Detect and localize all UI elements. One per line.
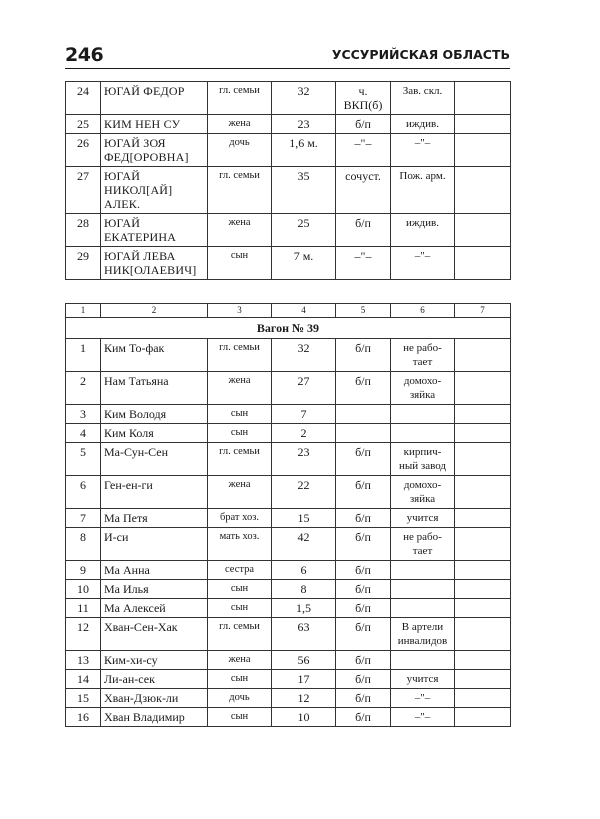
cell-age: 7 — [272, 405, 336, 424]
cell-name: КИМ НЕН СУ — [101, 115, 208, 134]
cell-number: 5 — [66, 443, 101, 476]
cell-occupation: не рабо- тает — [391, 528, 455, 561]
table-row — [66, 509, 511, 528]
cell-name: Ма Илья — [101, 580, 208, 599]
cell-party: б/п — [336, 618, 391, 651]
cell-occupation: учится — [391, 670, 455, 689]
cell-number: 11 — [66, 599, 101, 618]
cell-age: 23 — [272, 443, 336, 476]
cell-age: 2 — [272, 424, 336, 443]
table-row — [66, 476, 511, 509]
column-number: 6 — [391, 304, 455, 318]
cell-relation: сын — [208, 670, 272, 689]
cell-name: Нам Татьяна — [101, 372, 208, 405]
cell-occupation: кирпич- ный завод — [391, 443, 455, 476]
cell-party: ч. ВКП(б) — [336, 82, 391, 115]
cell-relation: гл. семьи — [208, 339, 272, 372]
column-number-row — [66, 304, 511, 318]
cell-occupation: Пож. арм. — [391, 167, 455, 214]
cell-party: б/п — [336, 670, 391, 689]
cell-party: б/п — [336, 708, 391, 727]
cell-age: 10 — [272, 708, 336, 727]
table-row — [66, 134, 511, 167]
cell-name: Хван-Дзюк-ли — [101, 689, 208, 708]
cell-number: 1 — [66, 339, 101, 372]
cell-relation: жена — [208, 214, 272, 247]
cell-occupation: домохо- зяйка — [391, 476, 455, 509]
cell-occupation: –"– — [391, 689, 455, 708]
cell-name: ЮГАЙ ЕКАТЕРИНА — [101, 214, 208, 247]
cell-number: 7 — [66, 509, 101, 528]
cell-occupation: Зав. скл. — [391, 82, 455, 115]
cell-notes — [455, 599, 511, 618]
cell-age: 32 — [272, 82, 336, 115]
cell-age: 32 — [272, 339, 336, 372]
cell-party: б/п — [336, 115, 391, 134]
cell-notes — [455, 134, 511, 167]
cell-notes — [455, 509, 511, 528]
wagon-table-body — [66, 304, 511, 727]
wagon-title: Вагон № 39 — [66, 318, 511, 339]
table-row — [66, 82, 511, 115]
cell-number: 4 — [66, 424, 101, 443]
table-row — [66, 670, 511, 689]
cell-occupation: –"– — [391, 247, 455, 280]
cell-party: б/п — [336, 339, 391, 372]
running-head: УССУРИЙСКАЯ ОБЛАСТЬ — [331, 47, 510, 62]
cell-relation: жена — [208, 476, 272, 509]
cell-number: 3 — [66, 405, 101, 424]
column-number: 5 — [336, 304, 391, 318]
cell-age: 12 — [272, 689, 336, 708]
cell-name: Ким Коля — [101, 424, 208, 443]
cell-name: ЮГАЙ НИКОЛ[АЙ] АЛЕК. — [101, 167, 208, 214]
cell-relation: жена — [208, 115, 272, 134]
cell-name: Ким Володя — [101, 405, 208, 424]
cell-occupation: учится — [391, 509, 455, 528]
cell-number: 14 — [66, 670, 101, 689]
cell-relation: жена — [208, 651, 272, 670]
cell-notes — [455, 443, 511, 476]
table-row — [66, 443, 511, 476]
cell-relation: сын — [208, 405, 272, 424]
cell-notes — [455, 405, 511, 424]
cell-party: б/п — [336, 689, 391, 708]
cell-occupation: –"– — [391, 708, 455, 727]
cell-age: 7 м. — [272, 247, 336, 280]
cell-age: 27 — [272, 372, 336, 405]
column-number: 1 — [66, 304, 101, 318]
cell-number: 28 — [66, 214, 101, 247]
cell-notes — [455, 476, 511, 509]
cell-age: 1,6 м. — [272, 134, 336, 167]
cell-age: 22 — [272, 476, 336, 509]
cell-notes — [455, 214, 511, 247]
cell-age: 23 — [272, 115, 336, 134]
wagon-title-row — [66, 318, 511, 339]
cell-occupation: В артели инвалидов — [391, 618, 455, 651]
cell-occupation — [391, 405, 455, 424]
cell-relation: мать хоз. — [208, 528, 272, 561]
cell-name: Ма-Сун-Сен — [101, 443, 208, 476]
cell-age: 1,5 — [272, 599, 336, 618]
cell-occupation: не рабо- тает — [391, 339, 455, 372]
table-row — [66, 561, 511, 580]
cell-notes — [455, 708, 511, 727]
table-row — [66, 618, 511, 651]
cell-occupation: –"– — [391, 134, 455, 167]
cell-party: б/п — [336, 214, 391, 247]
wagon-table — [65, 303, 511, 727]
cell-name: ЮГАЙ ЗОЯ ФЕД[ОРОВНА] — [101, 134, 208, 167]
cell-relation: сын — [208, 599, 272, 618]
column-number: 2 — [101, 304, 208, 318]
cell-name: И-си — [101, 528, 208, 561]
cell-occupation — [391, 561, 455, 580]
table-row — [66, 599, 511, 618]
cell-occupation — [391, 599, 455, 618]
cell-relation: дочь — [208, 689, 272, 708]
cell-party — [336, 405, 391, 424]
cell-age: 17 — [272, 670, 336, 689]
cell-number: 6 — [66, 476, 101, 509]
table-row — [66, 651, 511, 670]
table-row — [66, 580, 511, 599]
cell-number: 29 — [66, 247, 101, 280]
cell-party: б/п — [336, 476, 391, 509]
cell-number: 15 — [66, 689, 101, 708]
table-row — [66, 247, 511, 280]
cell-name: Ма Анна — [101, 561, 208, 580]
table-row — [66, 424, 511, 443]
family-table-top-body — [66, 82, 511, 280]
column-number: 4 — [272, 304, 336, 318]
column-number: 3 — [208, 304, 272, 318]
cell-age: 25 — [272, 214, 336, 247]
cell-number: 13 — [66, 651, 101, 670]
table-row — [66, 528, 511, 561]
table-row — [66, 214, 511, 247]
cell-notes — [455, 82, 511, 115]
cell-party: б/п — [336, 372, 391, 405]
cell-age: 8 — [272, 580, 336, 599]
page-number: 246 — [65, 44, 104, 66]
cell-notes — [455, 115, 511, 134]
cell-relation: дочь — [208, 134, 272, 167]
cell-relation: сын — [208, 580, 272, 599]
column-number: 7 — [455, 304, 511, 318]
cell-notes — [455, 670, 511, 689]
cell-party: б/п — [336, 443, 391, 476]
cell-name: Хван-Сен-Хак — [101, 618, 208, 651]
cell-name: Ма Петя — [101, 509, 208, 528]
cell-name: Ким-хи-су — [101, 651, 208, 670]
cell-relation: сестра — [208, 561, 272, 580]
table-row — [66, 372, 511, 405]
cell-relation: жена — [208, 372, 272, 405]
cell-number: 12 — [66, 618, 101, 651]
cell-party: б/п — [336, 599, 391, 618]
cell-age: 35 — [272, 167, 336, 214]
cell-relation: гл. семьи — [208, 82, 272, 115]
cell-relation: брат хоз. — [208, 509, 272, 528]
cell-name: ЮГАЙ ФЕДОР — [101, 82, 208, 115]
cell-party: б/п — [336, 528, 391, 561]
cell-relation: гл. семьи — [208, 167, 272, 214]
cell-occupation: иждив. — [391, 115, 455, 134]
cell-notes — [455, 167, 511, 214]
cell-party: б/п — [336, 561, 391, 580]
cell-occupation: домохо- зяйка — [391, 372, 455, 405]
table-row — [66, 405, 511, 424]
cell-relation: сын — [208, 708, 272, 727]
cell-relation: гл. семьи — [208, 443, 272, 476]
cell-party: –"– — [336, 247, 391, 280]
cell-occupation — [391, 424, 455, 443]
cell-number: 8 — [66, 528, 101, 561]
cell-age: 42 — [272, 528, 336, 561]
cell-party: б/п — [336, 651, 391, 670]
cell-name: Ли-ан-сек — [101, 670, 208, 689]
cell-occupation: иждив. — [391, 214, 455, 247]
cell-notes — [455, 651, 511, 670]
cell-notes — [455, 618, 511, 651]
cell-age: 6 — [272, 561, 336, 580]
cell-age: 56 — [272, 651, 336, 670]
cell-party — [336, 424, 391, 443]
cell-occupation — [391, 580, 455, 599]
cell-notes — [455, 424, 511, 443]
cell-number: 10 — [66, 580, 101, 599]
cell-relation: гл. семьи — [208, 618, 272, 651]
cell-age: 15 — [272, 509, 336, 528]
cell-number: 27 — [66, 167, 101, 214]
cell-notes — [455, 528, 511, 561]
cell-number: 16 — [66, 708, 101, 727]
cell-name: Хван Владимир — [101, 708, 208, 727]
table-row — [66, 708, 511, 727]
cell-party: б/п — [336, 509, 391, 528]
cell-relation: сын — [208, 247, 272, 280]
cell-notes — [455, 561, 511, 580]
cell-number: 9 — [66, 561, 101, 580]
cell-party: –"– — [336, 134, 391, 167]
cell-party: сочуст. — [336, 167, 391, 214]
cell-number: 26 — [66, 134, 101, 167]
cell-number: 25 — [66, 115, 101, 134]
cell-notes — [455, 247, 511, 280]
table-row — [66, 689, 511, 708]
cell-number: 24 — [66, 82, 101, 115]
cell-age: 63 — [272, 618, 336, 651]
cell-party: б/п — [336, 580, 391, 599]
family-table-top — [65, 81, 511, 280]
cell-notes — [455, 372, 511, 405]
cell-notes — [455, 689, 511, 708]
cell-occupation — [391, 651, 455, 670]
table-row — [66, 339, 511, 372]
cell-notes — [455, 580, 511, 599]
cell-name: Ма Алексей — [101, 599, 208, 618]
table-row — [66, 115, 511, 134]
table-row — [66, 167, 511, 214]
cell-notes — [455, 339, 511, 372]
page-header — [65, 44, 510, 69]
cell-number: 2 — [66, 372, 101, 405]
cell-name: ЮГАЙ ЛЕВА НИК[ОЛАЕВИЧ] — [101, 247, 208, 280]
cell-name: Ген-ен-ги — [101, 476, 208, 509]
cell-relation: сын — [208, 424, 272, 443]
cell-name: Ким То-фак — [101, 339, 208, 372]
